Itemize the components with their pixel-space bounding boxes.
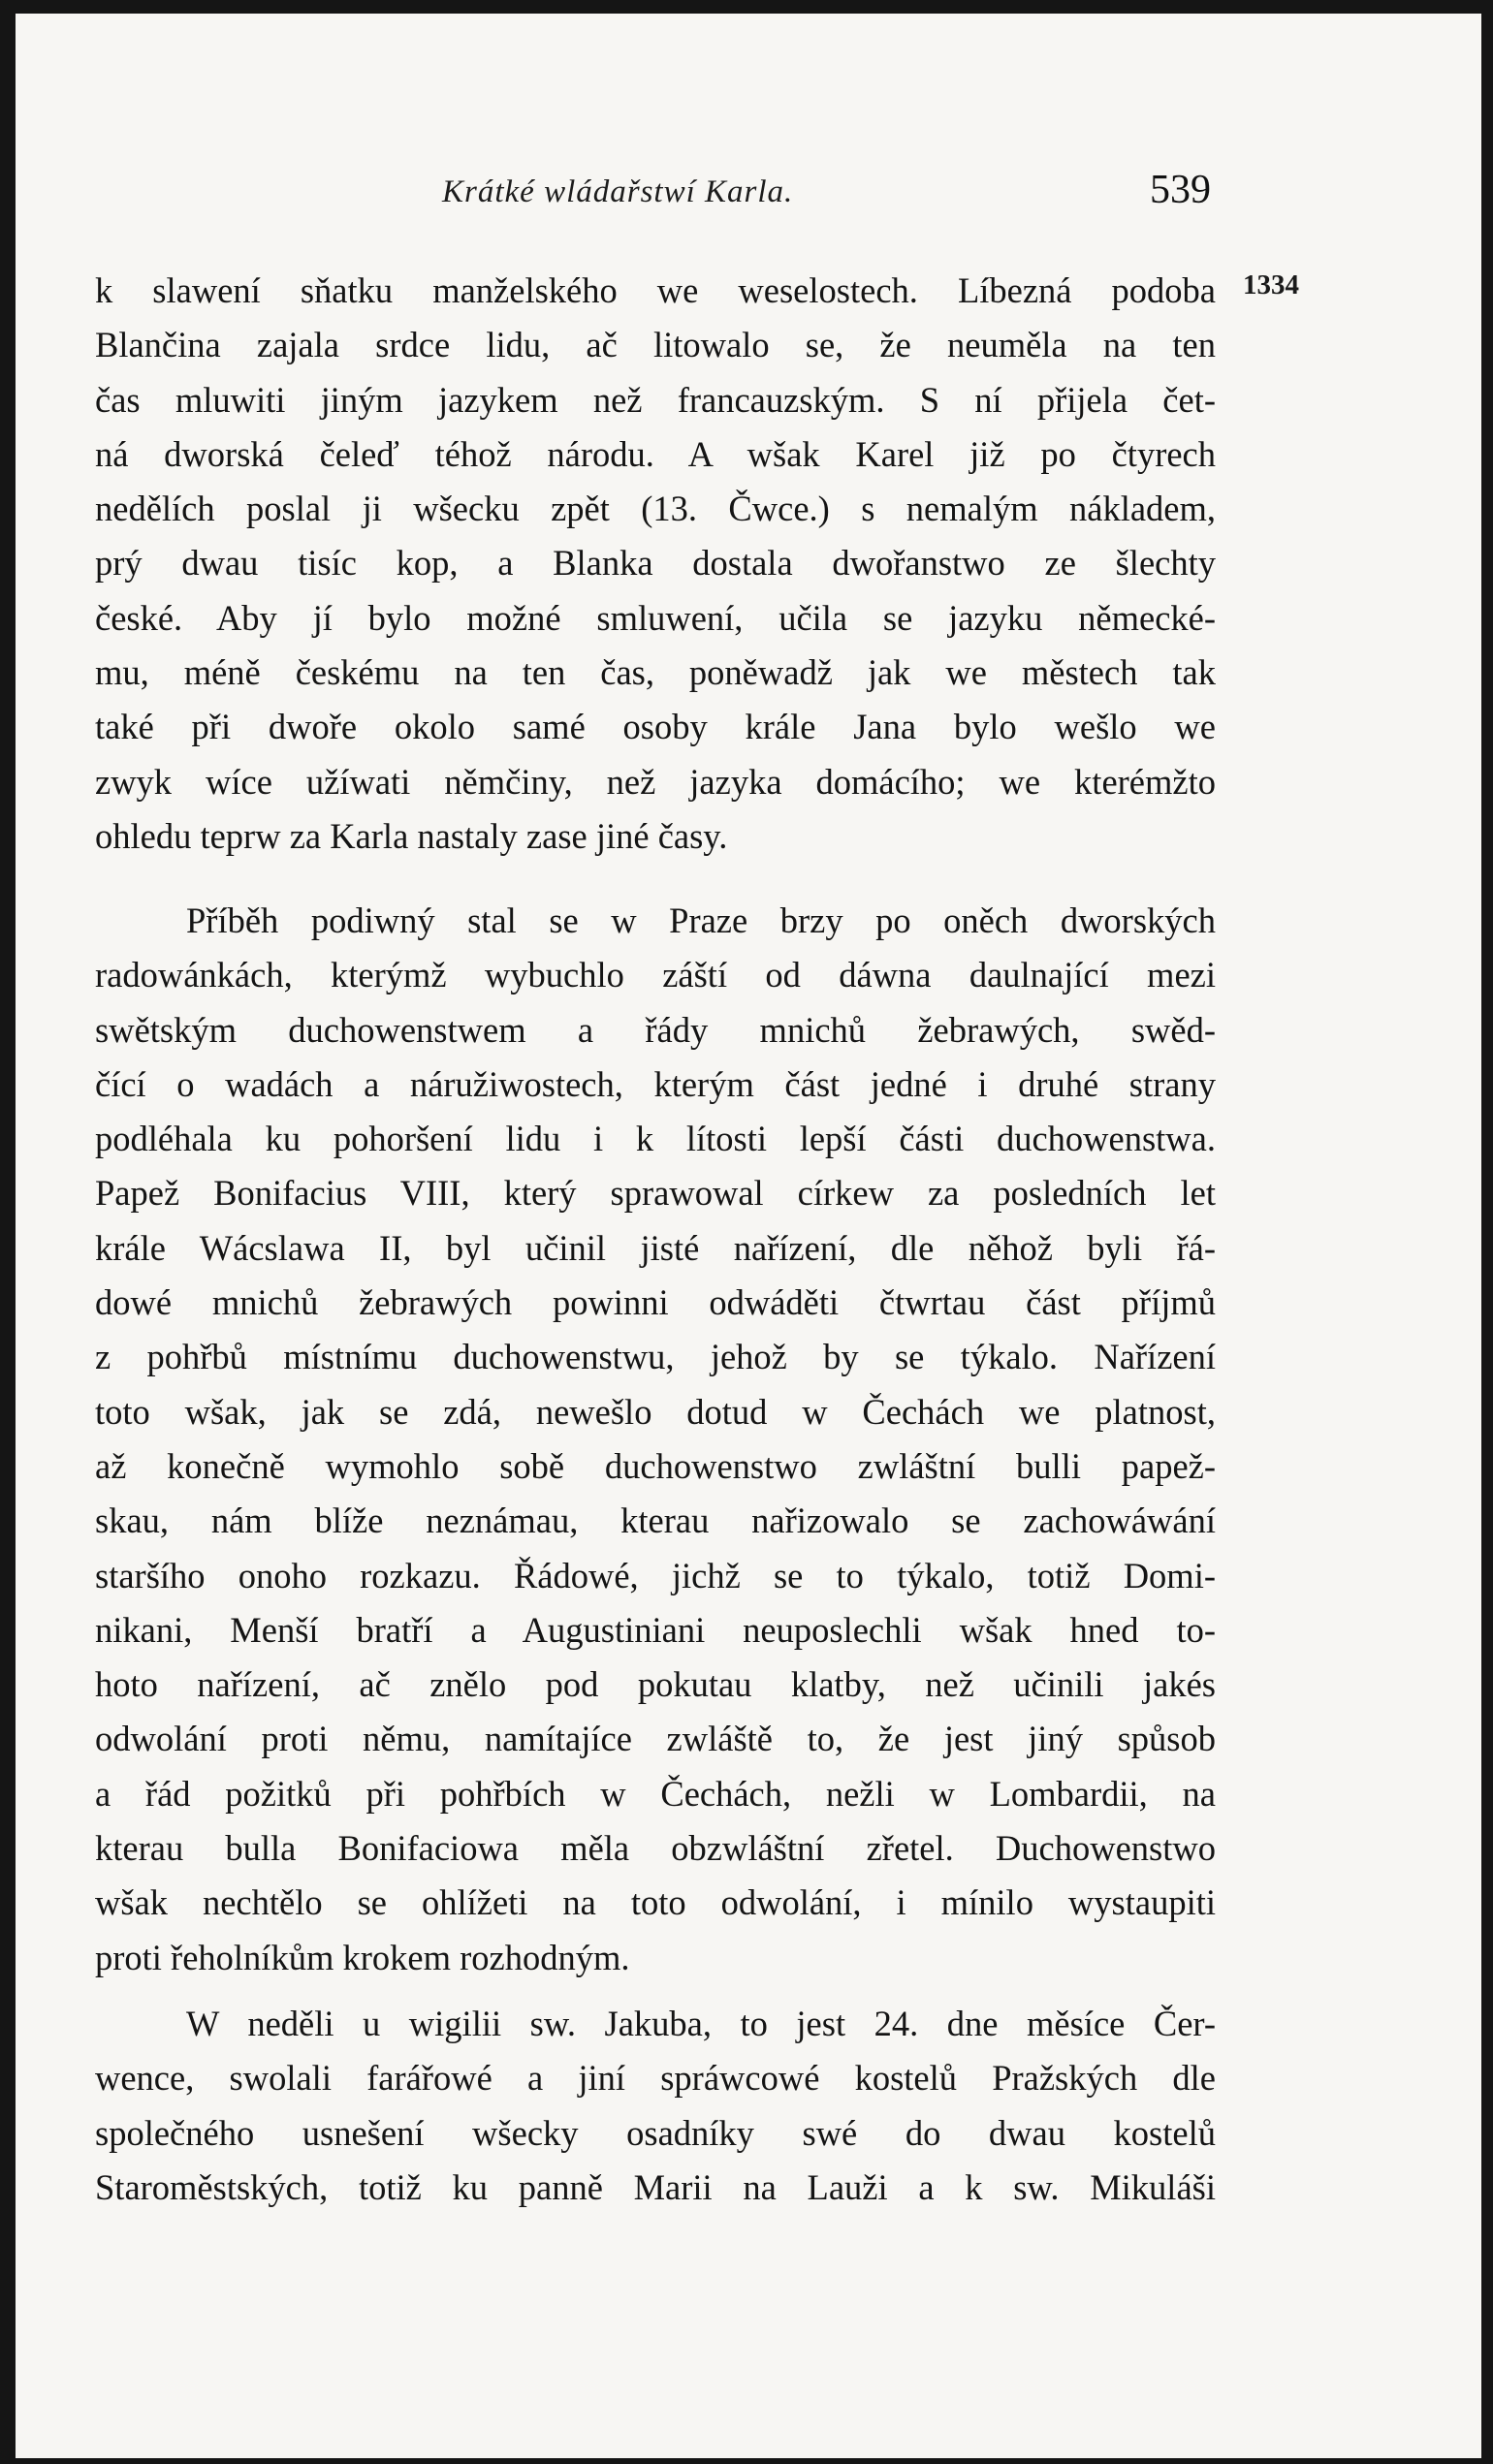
text-line: prý dwau tisíc kop, a Blanka dostala dwořanstwo ze šlechty bbox=[95, 543, 1216, 584]
book-page bbox=[16, 14, 1481, 2458]
text-line: nikani, Menší bratří a Augustiniani neuposlechli wšak hned to- bbox=[95, 1609, 1216, 1650]
text-line: ná dworská čeleď téhož národu. A wšak Karel již po čtyrech bbox=[95, 433, 1216, 474]
text-line: společného usnešení wšecky osadníky swé do dwau kostelů bbox=[95, 2112, 1216, 2153]
text-line: Papež Bonifacius VIII, který sprawowal církew za posledních let bbox=[95, 1173, 1216, 1214]
running-title: Krátké wládařstwí Karla. bbox=[442, 174, 794, 209]
text-line: skau, nám blíže neznámau, kterau nařizowalo se zachowáwání bbox=[95, 1501, 1216, 1541]
text-line: kterau bulla Bonifaciowa měla obzwláštní zřetel. Duchowenstwo bbox=[95, 1828, 1216, 1869]
text-line: wšak nechtělo se ohlížeti na toto odwolání, i mínilo wystaupiti bbox=[95, 1882, 1216, 1923]
text-line: ohledu teprw za Karla nastaly zase jiné časy. bbox=[95, 815, 728, 856]
text-line: odwolání proti němu, namítajíce zwláště to, že jest jiný spůsob bbox=[95, 1719, 1216, 1759]
text-line: z pohřbů místnímu duchowenstwu, jehož by se týkalo. Nařízení bbox=[95, 1337, 1216, 1377]
text-line: k slawení sňatku manželského we weselostech. Líbezná podoba bbox=[95, 270, 1216, 310]
text-line: swětským duchowenstwem a řády mnichů žebrawých, swěd- bbox=[95, 1009, 1216, 1050]
text-line: toto wšak, jak se zdá, newešlo dotud w Čechách we platnost, bbox=[95, 1391, 1216, 1432]
text-line: proti řeholníkům krokem rozhodným. bbox=[95, 1937, 630, 1977]
margin-year-note: 1334 bbox=[1243, 269, 1299, 300]
text-line: nedělích poslal ji wšecku zpět (13. Čwce.) s nemalým nákladem, bbox=[95, 489, 1216, 529]
text-line: hoto nařízení, ač znělo pod pokutau klatby, než učinili jakés bbox=[95, 1664, 1216, 1705]
text-line: zwyk wíce užíwati němčiny, než jazyka domácího; we kterémžto bbox=[95, 761, 1216, 802]
text-line: Příběh podiwný stal se w Praze brzy po oněch dworských bbox=[186, 900, 1216, 940]
text-line: radowánkách, kterýmž wybuchlo záští od dáwna daulnající mezi bbox=[95, 955, 1216, 995]
text-line: čící o wadách a náružiwostech, kterým část jedné i druhé strany bbox=[95, 1063, 1216, 1104]
page-header bbox=[16, 168, 1481, 233]
text-line: čas mluwiti jiným jazykem než francauzským. S ní přijela čet- bbox=[95, 379, 1216, 420]
text-line: také při dwoře okolo samé osoby krále Jana bylo wešlo we bbox=[95, 707, 1216, 747]
text-line: podléhala ku pohoršení lidu i k lítosti lepší části duchowenstwa. bbox=[95, 1119, 1216, 1159]
text-line: wence, swolali farářowé a jiní spráwcowé kostelů Pražských dle bbox=[95, 2058, 1216, 2099]
text-line: W neděli u wigilii sw. Jakuba, to jest 24. dne měsíce Čer- bbox=[186, 2004, 1216, 2043]
text-line: a řád požitků při pohřbích w Čechách, nežli w Lombardii, na bbox=[95, 1773, 1216, 1814]
text-line: krále Wácslawa II, byl učinil jisté nařízení, dle něhož byli řá- bbox=[95, 1227, 1216, 1268]
paragraph-3 bbox=[95, 1997, 1216, 2215]
paragraph-2 bbox=[95, 894, 1216, 1985]
text-line: mu, méně českému na ten čas, poněwadž jak we městech tak bbox=[95, 652, 1216, 693]
text-line: staršího onoho rozkazu. Řádowé, jichž se to týkalo, totiž Domi- bbox=[95, 1555, 1216, 1595]
text-line: české. Aby jí bylo možné smluwení, učila se jazyku německé- bbox=[95, 597, 1216, 638]
text-line: Staroměstských, totiž ku panně Marii na Lauži a k sw. Mikuláši bbox=[95, 2166, 1216, 2207]
text-line: až konečně wymohlo sobě duchowenstwo zwláštní bulli papež- bbox=[95, 1445, 1216, 1486]
text-line: Blančina zajala srdce lidu, ač litowalo se, že neuměla na ten bbox=[95, 325, 1216, 365]
paragraph-1 bbox=[95, 264, 1216, 864]
text-line: dowé mnichů žebrawých powinni odwáděti čtwrtau část příjmů bbox=[95, 1282, 1216, 1323]
page-number: 539 bbox=[1150, 168, 1211, 212]
